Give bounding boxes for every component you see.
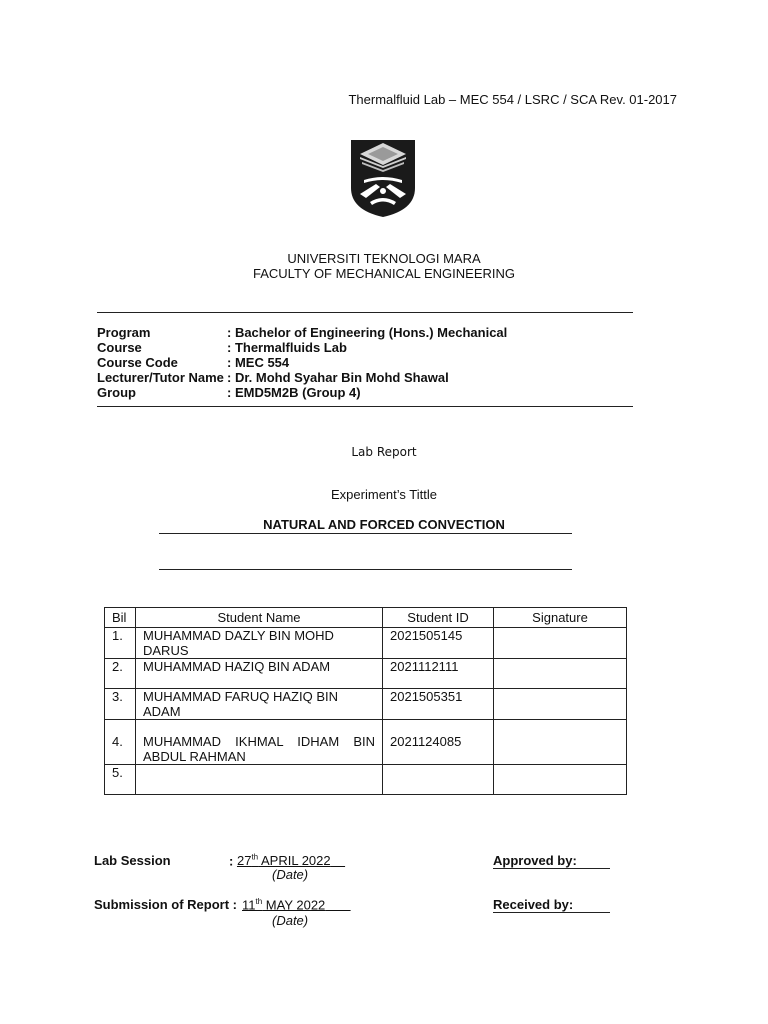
- row-student-name: MUHAMMAD HAZIQ BIN ADAM: [136, 659, 383, 689]
- row-signature: [494, 628, 627, 659]
- row-student-id: 2021505351: [383, 689, 494, 720]
- submission-month-year: MAY 2022: [262, 897, 326, 913]
- row-student-name: MUHAMMAD FARUQ HAZIQ BIN ADAM: [136, 689, 383, 720]
- info-row-course: [97, 340, 507, 355]
- info-value: : Bachelor of Engineering (Hons.) Mechanical: [227, 325, 508, 340]
- experiment-heading: Experiment’s Tittle: [331, 487, 437, 502]
- divider-bottom: [97, 406, 633, 407]
- info-value: : EMD5M2B (Group 4): [227, 385, 361, 400]
- header-student-id: Student ID: [383, 608, 494, 628]
- approved-by-label: Approved by:: [493, 853, 610, 869]
- submission-date: [242, 897, 351, 912]
- row-bil: 5.: [105, 765, 136, 795]
- submission-suffix: th: [255, 897, 263, 906]
- info-value: : Thermalfluids Lab: [227, 340, 347, 355]
- received-by-label: Received by:: [493, 897, 610, 913]
- table-row: [105, 659, 627, 689]
- row-signature: [494, 659, 627, 689]
- row-student-id: 2021505145: [383, 628, 494, 659]
- info-value: : MEC 554: [227, 355, 290, 370]
- lab-session-day: 27: [236, 853, 252, 869]
- header-signature: Signature: [494, 608, 627, 628]
- row-student-name: [136, 765, 383, 795]
- document-reference: Thermalfluid Lab – MEC 554 / LSRC / SCA Rev. 01-2017: [348, 92, 677, 107]
- row-signature: [494, 720, 627, 765]
- table-row: [105, 689, 627, 720]
- info-label: Lecturer/Tutor Name: [97, 370, 224, 385]
- row-signature: [494, 689, 627, 720]
- table-row: [105, 720, 627, 765]
- row-student-id: 2021112111: [383, 659, 494, 689]
- info-label: Course: [97, 340, 142, 355]
- info-label: Program: [97, 325, 151, 340]
- date-note: (Date): [272, 913, 309, 928]
- row-student-name: [136, 720, 383, 765]
- submission-label: Submission of Report :: [94, 897, 237, 912]
- lab-session-month-year: APRIL 2022: [258, 853, 331, 869]
- row-bil: 1.: [105, 628, 136, 659]
- row-bil: 4.: [105, 720, 136, 765]
- info-row-course-code: [97, 355, 507, 370]
- header-student-name: Student Name: [136, 608, 383, 628]
- row-student-name: MUHAMMAD DAZLY BIN MOHD DARUS: [136, 628, 383, 659]
- info-value: : Dr. Mohd Syahar Bin Mohd Shawal: [227, 370, 449, 385]
- lab-session-suffix: th: [251, 853, 259, 862]
- submission-day: 11: [242, 897, 256, 913]
- row-bil: 3.: [105, 689, 136, 720]
- university-logo-icon: [348, 136, 418, 218]
- student-table: [104, 607, 627, 795]
- faculty-name: FACULTY OF MECHANICAL ENGINEERING: [253, 266, 515, 281]
- university-name: UNIVERSITI TEKNOLOGI MARA: [287, 251, 481, 266]
- divider-top: [97, 312, 633, 313]
- student-name-line: ABDUL RAHMAN: [143, 749, 246, 764]
- row-student-id: 2021124085: [383, 720, 494, 765]
- info-row-program: [97, 325, 507, 340]
- row-student-id: [383, 765, 494, 795]
- table-header-row: [105, 608, 627, 628]
- date-note: (Date): [272, 867, 309, 882]
- title-underline-2: [159, 569, 572, 570]
- course-info: [97, 325, 507, 400]
- header-bil: Bil: [105, 608, 136, 628]
- info-row-lecturer: [97, 370, 507, 385]
- student-name-line: MUHAMMAD IKHMAL IDHAM BIN: [143, 734, 375, 749]
- title-underline-1: [159, 533, 572, 534]
- experiment-title: NATURAL AND FORCED CONVECTION: [263, 517, 505, 532]
- lab-session-label: Lab Session: [94, 853, 171, 868]
- row-bil: 2.: [105, 659, 136, 689]
- info-row-group: [97, 385, 507, 400]
- report-type: Lab Report: [351, 445, 417, 459]
- info-label: Course Code: [97, 355, 178, 370]
- info-label: Group: [97, 385, 136, 400]
- table-row: [105, 765, 627, 795]
- row-signature: [494, 765, 627, 795]
- table-row: [105, 628, 627, 659]
- lab-session-colon: :: [229, 853, 234, 869]
